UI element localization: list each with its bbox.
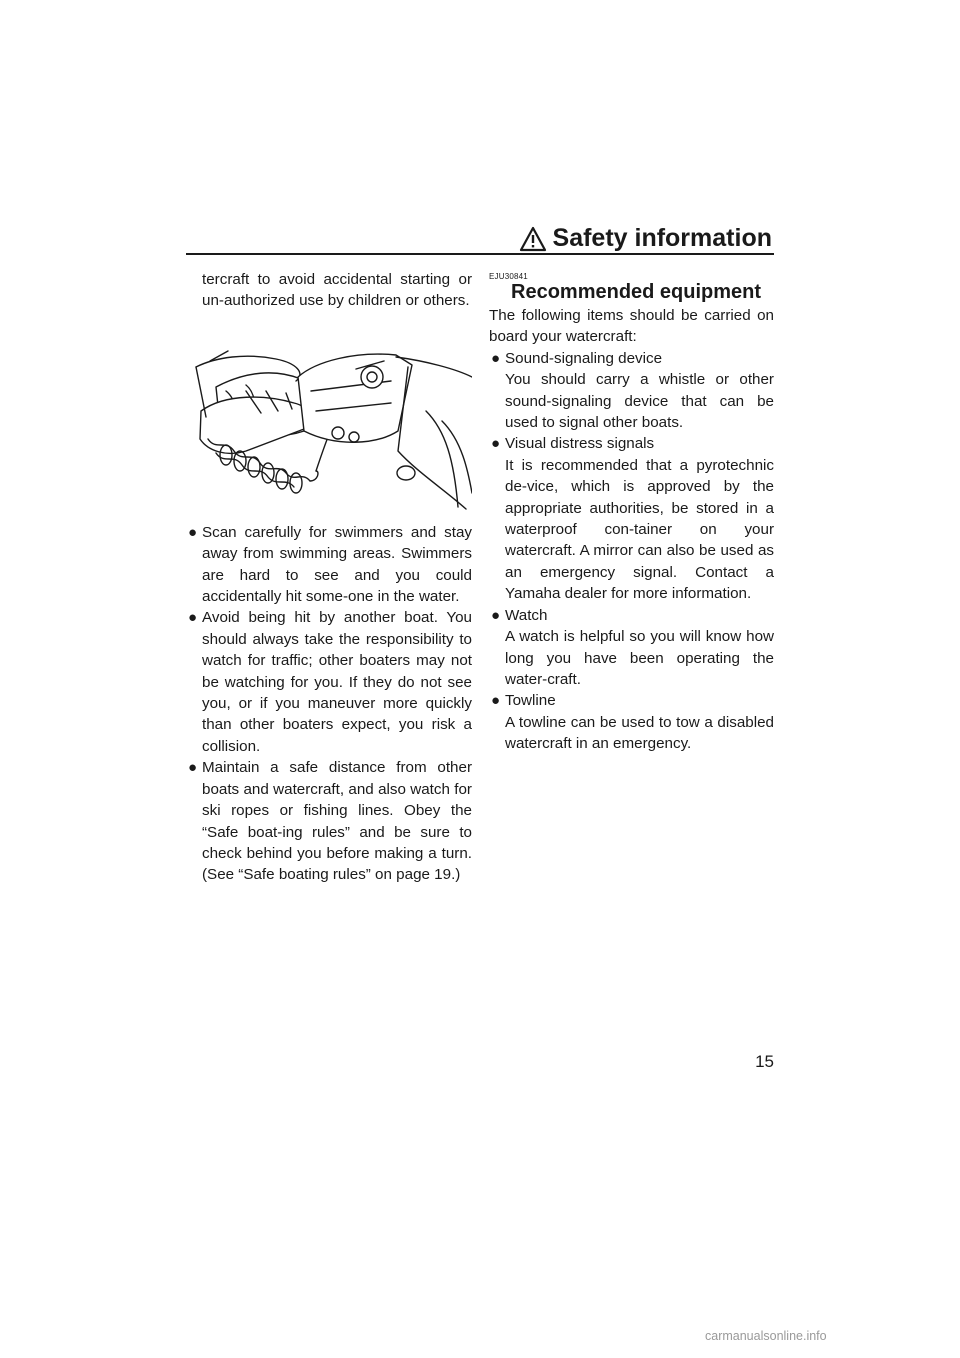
list-item: [186, 522, 472, 608]
list-item: [489, 690, 774, 754]
item-title: Watch: [505, 606, 548, 624]
item-title: Sound-signaling device: [505, 349, 663, 367]
bullet-dot: ●: [491, 435, 501, 453]
item-description: You should carry a whistle or other sound-signaling device that can be used to signal other boats.: [505, 371, 774, 432]
reference-code: EJU30841: [489, 272, 528, 281]
list-item: [489, 433, 774, 604]
bullet-dot: ●: [491, 692, 501, 710]
watermark-text: carmanualsonline.info: [705, 1329, 827, 1343]
page-number: 15: [755, 1052, 774, 1071]
left-column: [186, 269, 472, 886]
list-item: [186, 607, 472, 757]
header-title-group: [519, 224, 772, 253]
item-description: A towline can be used to tow a disabled watercraft in an emergency.: [505, 713, 774, 753]
header-divider: [186, 253, 774, 255]
item-description: A watch is helpful so you will know how long you have been operating the water-craft.: [505, 628, 774, 688]
list-item: [489, 348, 774, 434]
item-title: Towline: [505, 692, 556, 710]
page-title: Safety information: [552, 224, 772, 252]
continuation-text: tercraft to avoid accidental starting or un-authorized use by children or others.: [202, 271, 472, 310]
item-description: It is recommended that a pyrotechnic de-vice, which is approved by the appropriate authorities, be stored in a waterproof con-tainer on your watercraft. A mirror can also be used as an emergency signal. Contact a Yamaha dealer for more information.: [505, 456, 774, 603]
item-title: Visual distress signals: [505, 435, 655, 453]
intro-text: The following items should be carried on board your watercraft:: [489, 307, 774, 346]
list-item: [489, 605, 774, 691]
bullet-dot: ●: [491, 349, 501, 367]
bullet-text: Avoid being hit by another boat. You should always take the responsibility to watch for traffic; other boaters may not be watching for you. If they do not see you, or if you maneuver more quickly than other boaters expect, you risk a collision.: [202, 609, 472, 755]
right-column: [489, 305, 774, 755]
bullet-text: Maintain a safe distance from other boats and watercraft, and also watch for ski ropes or fishing lines. Obey the “Safe boat-ing rules” and be sure to check behind you before making a turn. (See “Safe boating rules” on page 19.): [202, 759, 472, 884]
bullet-dot: ●: [491, 606, 501, 624]
bullet-dot: ●: [188, 759, 198, 777]
section-heading: Recommended equipment: [511, 281, 762, 303]
equipment-list: [489, 348, 774, 755]
warning-triangle-icon: [519, 226, 547, 252]
bullet-dot: ●: [188, 523, 198, 541]
bullet-text: Scan carefully for swimmers and stay away from swimming areas. Swimmers are hard to see and you could accidentally hit some-one in the water.: [202, 523, 472, 606]
lanyard-illustration: [186, 321, 472, 510]
safety-bullet-list: [186, 522, 472, 886]
list-item: [186, 757, 472, 885]
bullet-dot: ●: [188, 609, 198, 627]
